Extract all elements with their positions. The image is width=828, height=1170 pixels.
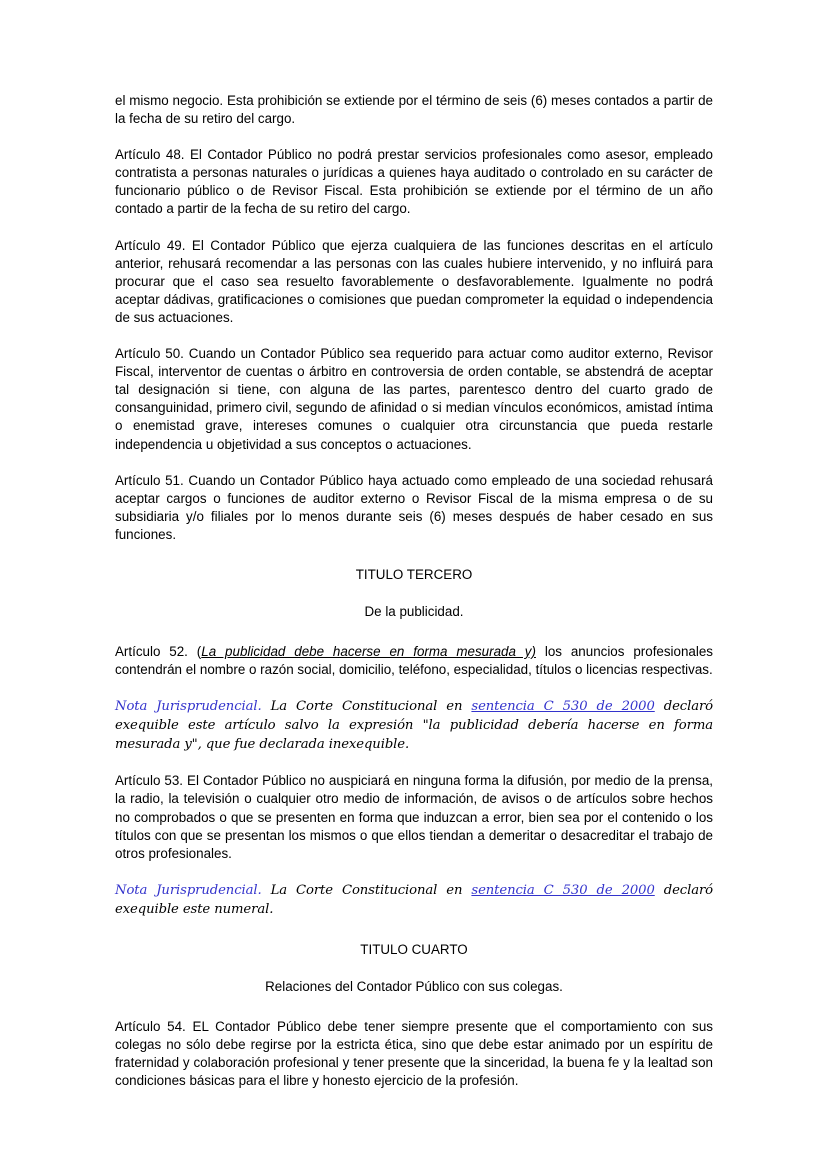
paragraph-articulo-54: Artículo 54. EL Contador Público debe tener siempre presente que el comportamiento con sus colegas no sólo debe regirse por la estricta ética, sino que debe estar animado por un espíritu de fraternidad y colaboración profesional y tener presente que la sinceridad, la buena fe y la lealtad son condiciones básicas para el libre y honesto ejercicio de la profesión. — [115, 1019, 713, 1089]
document-text-column — [115, 92, 713, 1090]
paragraph-articulo-50: Artículo 50. Cuando un Contador Público sea requerido para actuar como auditor externo, Revisor Fiscal, interventor de cuentas o árbitro en controversia de orden contable, se abstendrá de aceptar tal designación si tiene, con alguna de las partes, parentesco dentro del cuarto grado de consanguinidad, primero civil, segundo de afinidad o si median vínculos económicos, amistad íntima o enemistad grave, intereses comunes o cualquier otra circunstancia que pueda restarle independencia u objetividad a sus conceptos o actuaciones. — [115, 346, 713, 452]
paragraph-articulo-48: Artículo 48. El Contador Público no podrá prestar servicios profesionales como asesor, empleado contratista a personas naturales o jurídicas a quienes haya auditado o controlado en su carácter de funcionario público o de Revisor Fiscal. Esta prohibición se extiende por el término de un año contado a partir de la fecha de su retiro del cargo. — [115, 147, 713, 217]
sentencia-link[interactable]: sentencia C 530 de 2000 — [471, 699, 655, 715]
nota-text-before-link: La Corte Constitucional en — [261, 882, 472, 898]
paragraph-articulo-53: Artículo 53. El Contador Público no auspiciará en ninguna forma la difusión, por medio de la prensa, la radio, la televisión o cualquier otro medio de información, de avisos o de artículos sobre hechos no comprobados o que se presenten en forma que induzcan a error, bien sea por el contenido o los títulos con que se presentan los mismos o que ellos tiendan a demeritar o desacreditar el trabajo de otros profesionales. — [115, 773, 713, 861]
nota-label: Nota Jurisprudencial. — [115, 882, 262, 898]
heading-titulo-cuarto: TITULO CUARTO — [360, 941, 468, 957]
paragraph-continuation: el mismo negocio. Esta prohibición se extiende por el término de seis (6) meses contados a partir de la fecha de su retiro del cargo. — [115, 93, 713, 127]
nota-jurisprudencial-1 — [115, 697, 713, 754]
subheading-relaciones-colegas: Relaciones del Contador Público con sus colegas. — [265, 978, 563, 994]
nota-text-before-link: La Corte Constitucional en — [261, 699, 472, 715]
articulo-52-rest: los anuncios profesionales contendrán el nombre o razón social, domicilio, teléfono, especialidad, títulos o licencias respectivas. — [115, 644, 713, 678]
paragraph-articulo-49: Artículo 49. El Contador Público que ejerza cualquiera de las funciones descritas en el artículo anterior, rehusará recomendar a las personas con las cuales hubiere intervenido, y no influirá para procurar que el caso sea resuelto favorablemente o desfavorablemente. Igualmente no podrá aceptar dádivas, gratificaciones o comisiones que puedan comprometer la equidad o independencia de sus actuaciones. — [115, 237, 713, 325]
nota-label: Nota Jurisprudencial. — [115, 699, 262, 715]
heading-titulo-tercero: TITULO TERCERO — [355, 566, 473, 582]
paragraph-articulo-52 — [115, 643, 713, 679]
nota-text-after-link: declaró exequible este artículo salvo la expresión "la publicidad debería hacerse en forma mesurada y", que fue declarada inexequible. — [115, 699, 714, 753]
subheading-de-la-publicidad: De la publicidad. — [364, 604, 464, 620]
articulo-52-struck-text: La publicidad debe hacerse en forma mesurada y) — [201, 644, 536, 660]
nota-text-after-link: declaró exequible este numeral. — [115, 882, 714, 917]
articulo-52-lead: Artículo 52. ( — [115, 644, 202, 660]
sentencia-link[interactable]: sentencia C 530 de 2000 — [471, 882, 655, 898]
nota-jurisprudencial-2 — [115, 881, 713, 919]
paragraph-articulo-51: Artículo 51. Cuando un Contador Público haya actuado como empleado de una sociedad rehusará aceptar cargos o funciones de auditor externo o Revisor Fiscal de la misma empresa o de su subsidiaria y/o filiales por lo menos durante seis (6) meses después de haber cesado en sus funciones. — [115, 472, 713, 542]
